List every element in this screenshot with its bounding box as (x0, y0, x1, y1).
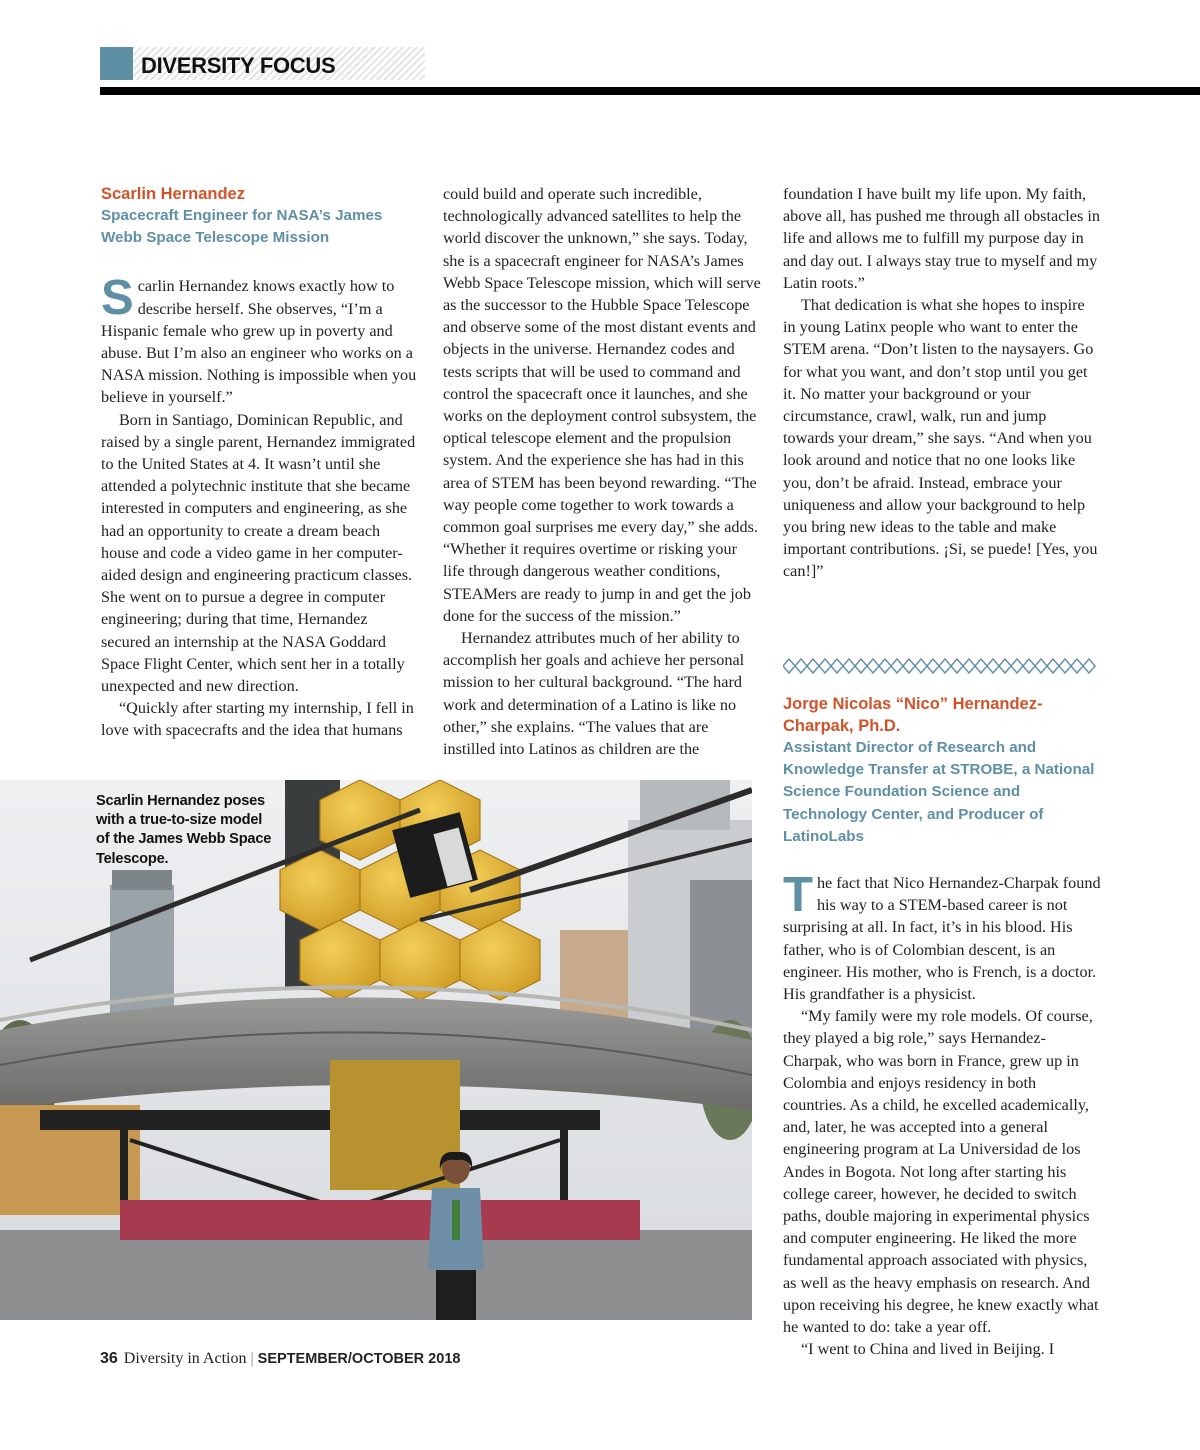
article-1-name: Scarlin Hernandez (101, 185, 245, 203)
page-number: 36 (100, 1350, 118, 1367)
diamond-icon (807, 659, 819, 673)
diamond-icon (999, 659, 1011, 673)
diamond-icon (963, 659, 975, 673)
diamond-icon (867, 659, 879, 673)
diamond-icon (951, 659, 963, 673)
section-title: DIVERSITY FOCUS (141, 53, 336, 78)
footer-separator: | (250, 1350, 254, 1367)
article-1-paragraph: That dedication is what she hopes to inspire in young Latinx people who want to enter the STEM arena. “Don’t listen to the naysayers. Go for what you want, and don’t stop until you get it. No matter your background or your circumstance, crawl, walk, run and jump towards your dream,” she says. “And when you look around and notice that no one looks like you, don’t be afraid. Instead, embrace your uniqueness and allow your background to help you bring new ideas to the table and make important contributions. ¡Si, se puede! [Yes, you can!]” (783, 296, 1098, 581)
article-2-paragraph-1: The fact that Nico Hernandez-Charpak found his way to a STEM-based career is not surprising at all. In fact, it’s in his blood. His father, who is of Colombian descent, is an engineer. His mother, who is French, is a doctor. His grandfather is a physicist. (783, 868, 1101, 1004)
diamond-icon (819, 659, 831, 673)
section-header (100, 47, 1200, 97)
diamond-icon (1071, 659, 1083, 673)
header-rule (100, 87, 1200, 95)
diamond-icon (939, 659, 951, 673)
diamond-divider (783, 656, 1103, 676)
diamond-icon (1035, 659, 1047, 673)
diamond-icon (915, 659, 927, 673)
diamond-icon (1059, 659, 1071, 673)
diamond-icon (975, 659, 987, 673)
photo-caption: Scarlin Hernandez poses with a true-to-size model of the James Webb Space Telescope. (96, 793, 272, 867)
article-2-paragraph-2: “My family were my role models. Of course, they played a big role,” says Hernandez-Charpak, who was born in France, grew up in Colombia and enjoys residency in both countries. As a child, he excelled academically, and, later, he was accepted into a general engineering program at La Universidad de los Andes in Bogota. Not long after starting his college career, however, he decided to switch paths, double majoring in experimental physics and computer engineering. He liked the more fundamental approach associated with physics, as well as the heavy emphasis on research. And upon receiving his degree, he knew exactly what he wanted to do: take a year off. (783, 1007, 1099, 1337)
diamond-icon (783, 659, 795, 673)
article-1-paragraph: Hernandez attributes much of her ability to accomplish her goals and achieve her personal mission to her cultural background. “The hard work and determination of a Latino is like no other,” she explains. “The values that are instilled into Latinos as children are the (443, 629, 745, 759)
header-square (100, 47, 133, 80)
article-2-role: Assistant Director of Research and Knowledge Transfer at STROBE, a National Science Foundation Science and Technology Center, and Producer of LatinoLabs (783, 739, 1095, 845)
diamond-icon (831, 659, 843, 673)
article-2-paragraph-3: “I went to China and lived in Beijing. I (801, 1340, 1055, 1359)
article-1-dropcap: S (101, 271, 134, 326)
diamond-icon (795, 659, 807, 673)
article-1-paragraph-1: Scarlin Hernandez knows exactly how to describe herself. She observes, “I’m a Hispanic female who grew up in poverty and abuse. But I’m also an engineer who works on a NASA mission. Nothing is impossible when you believe in yourself.” (101, 271, 417, 407)
article-2 (783, 695, 1101, 1360)
article-1-paragraph: foundation I have built my life upon. My faith, above all, has pushed me through all obstacles in life and allows me to fulfill my purpose day in and day out. I always stay true to myself and my Latin roots.” (783, 185, 1100, 292)
diamond-icon (843, 659, 855, 673)
diamond-icon (987, 659, 999, 673)
column-3 (783, 183, 1101, 583)
diamond-icon (903, 659, 915, 673)
diamond-icon (1011, 659, 1023, 673)
article-1-paragraph-2: Born in Santiago, Dominican Republic, and raised by a single parent, Hernandez immigrated to the United States at 4. It wasn’t until she attended a polytechnic institute that she became interested in computers and engineering, as she had an opportunity to create a dream beach house and code a video game in her computer-aided design and engineering practicum classes. She went on to pursue a degree in computer engineering; during that time, Hernandez secured an internship at the NASA Goddard Space Flight Center, which sent her in a totally unexpected and new direction. (101, 410, 416, 696)
diamond-icon (879, 659, 891, 673)
article-1-paragraph-3: “Quickly after starting my internship, I fell in love with spacecrafts and the idea that humans (101, 699, 414, 740)
article-1-role: Spacecraft Engineer for NASA’s James Webb Space Telescope Mission (101, 207, 383, 247)
diamond-icon (1023, 659, 1035, 673)
column-1 (101, 183, 417, 742)
page-footer (100, 1347, 460, 1371)
article-1-paragraph: could build and operate such incredible, technologically advanced satellites to help the world discover the unknown,” she says. Today, she is a spacecraft engineer for NASA’s James Webb Space Telescope mission, which will serve as the successor to the Hubble Space Telescope and observe some of the most distant events and objects in the universe. Hernandez codes and tests scripts that will be used to command and control the spacecraft once it launches, and she works on the deployment control subsystem, the optical telescope element and the propulsion system. And the experience she has had in this area of STEM has been beyond rewarding. “The way people come together to work towards a common goal surprises me every day,” she adds. “Whether it requires overtime or risking your life through dangerous weather conditions, STEAMers are ready to jump in and get the job done for the success of the mission.” (443, 185, 761, 625)
magazine-name: Diversity in Action (123, 1350, 247, 1367)
diamond-icon (1047, 659, 1059, 673)
article-2-name: Jorge Nicolas “Nico” Hernandez-Charpak, Ph.D. (783, 695, 1043, 735)
issue-date: SEPTEMBER/OCTOBER 2018 (257, 1351, 461, 1367)
diamond-icon (891, 659, 903, 673)
column-2 (443, 183, 761, 760)
diamond-icon (1083, 659, 1095, 673)
article-2-dropcap: T (783, 868, 813, 923)
diamond-icon (855, 659, 867, 673)
diamond-icon (927, 659, 939, 673)
